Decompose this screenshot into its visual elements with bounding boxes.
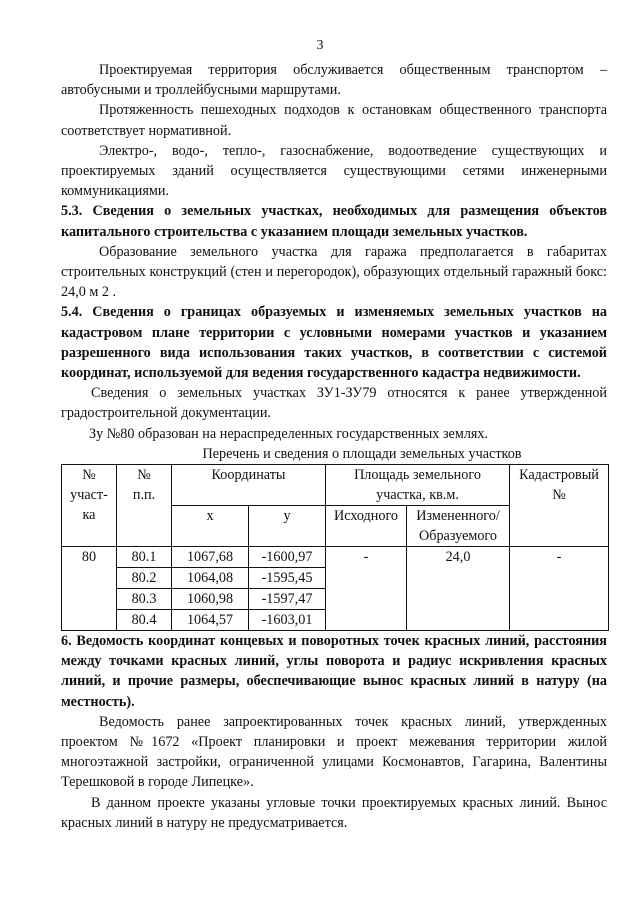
table-row bbox=[62, 547, 609, 568]
land-plots-table bbox=[61, 464, 609, 631]
heading-5-4: 5.4. Сведения о границах образуемых и изменяемых земельных участков на кадастровом плане территории с условными номерами участков и указанием разрешенного вида использования таких участков, в соответствии с системой координат, используемой для ведения государственного кадастра недвижимости. bbox=[61, 304, 607, 382]
header-initial: Исходного bbox=[326, 506, 407, 547]
header-y: у bbox=[249, 506, 326, 547]
cell-initial-area: - bbox=[326, 547, 407, 631]
paragraph-utilities: Электро-, водо-, тепло-, газоснабжение, водоотведение существующих и проектируемых зданий осуществляется существующими сетями инженерными коммуникациями. bbox=[61, 142, 607, 200]
page-content bbox=[61, 60, 607, 833]
cell-pp: 80.4 bbox=[117, 610, 172, 631]
header-cadastral: Кадастровый № bbox=[510, 465, 609, 547]
paragraph-pedestrian: Протяженность пешеходных подходов к остановкам общественного транспорта соответствует нормативной. bbox=[61, 102, 607, 139]
cell-pp: 80.1 bbox=[117, 547, 172, 568]
heading-5-3: 5.3. Сведения о земельных участках, необходимых для размещения объектов капитального строительства с указанием площади земельных участков. bbox=[61, 203, 607, 240]
cell-changed-area: 24,0 bbox=[407, 547, 510, 631]
header-plot-number: № участ- ка bbox=[62, 465, 117, 547]
cell-pp: 80.2 bbox=[117, 568, 172, 589]
header-area: Площадь земельного участка, кв.м. bbox=[326, 465, 510, 506]
cell-y: -1600,97 bbox=[249, 547, 326, 568]
paragraph-red-lines-note: В данном проекте указаны угловые точки проектируемых красных линий. Вынос красных линий в натуру не предусматривается. bbox=[61, 794, 607, 831]
cell-y: -1595,45 bbox=[249, 568, 326, 589]
heading-6: 6. Ведомость координат концевых и поворотных точек красных линий, расстояния между точками красных линий, углы поворота и радиус искривления красных линий, и прочие размеры, обеспечивающие вынос красных линий в натуру (на местность). bbox=[61, 633, 607, 710]
cell-y: -1603,01 bbox=[249, 610, 326, 631]
paragraph-zu-range: Сведения о земельных участках ЗУ1-ЗУ79 относятся к ранее утвержденной градостроительной документации. bbox=[61, 385, 607, 422]
table-header-row bbox=[62, 465, 609, 506]
header-x: х bbox=[172, 506, 249, 547]
cell-x: 1064,57 bbox=[172, 610, 249, 631]
header-changed: Измененного/ Образуемого bbox=[407, 506, 510, 547]
paragraph-garage: Образование земельного участка для гаража предполагается в габаритах строительных конструкций (стен и перегородок), образующих отдельный гаражный бокс: 24,0 м 2 . bbox=[61, 243, 607, 301]
cell-x: 1060,98 bbox=[172, 589, 249, 610]
cell-cadastral: - bbox=[510, 547, 609, 631]
page-number: 3 bbox=[316, 38, 324, 53]
header-coordinates: Координаты bbox=[172, 465, 326, 506]
paragraph-zu80: Зу №80 образован на нераспределенных государственных землях. bbox=[89, 425, 489, 442]
header-point-number: № п.п. bbox=[117, 465, 172, 547]
paragraph-transport: Проектируемая территория обслуживается общественным транспортом – автобусными и троллейбусными маршрутами. bbox=[61, 62, 607, 99]
paragraph-red-lines-statement: Ведомость ранее запроектированных точек красных линий, утвержденных проектом №1672 «Проект планировки и проект межевания территории жилой многоэтажной застройки, ограниченной улицами Космонавтов, Гагарина, Валентины Терешковой в городе Липецке». bbox=[61, 713, 607, 791]
cell-y: -1597,47 bbox=[249, 589, 326, 610]
cell-plot: 80 bbox=[62, 547, 117, 631]
table-caption: Перечень и сведения о площади земельных участков bbox=[202, 445, 522, 462]
cell-x: 1064,08 bbox=[172, 568, 249, 589]
cell-pp: 80.3 bbox=[117, 589, 172, 610]
cell-x: 1067,68 bbox=[172, 547, 249, 568]
